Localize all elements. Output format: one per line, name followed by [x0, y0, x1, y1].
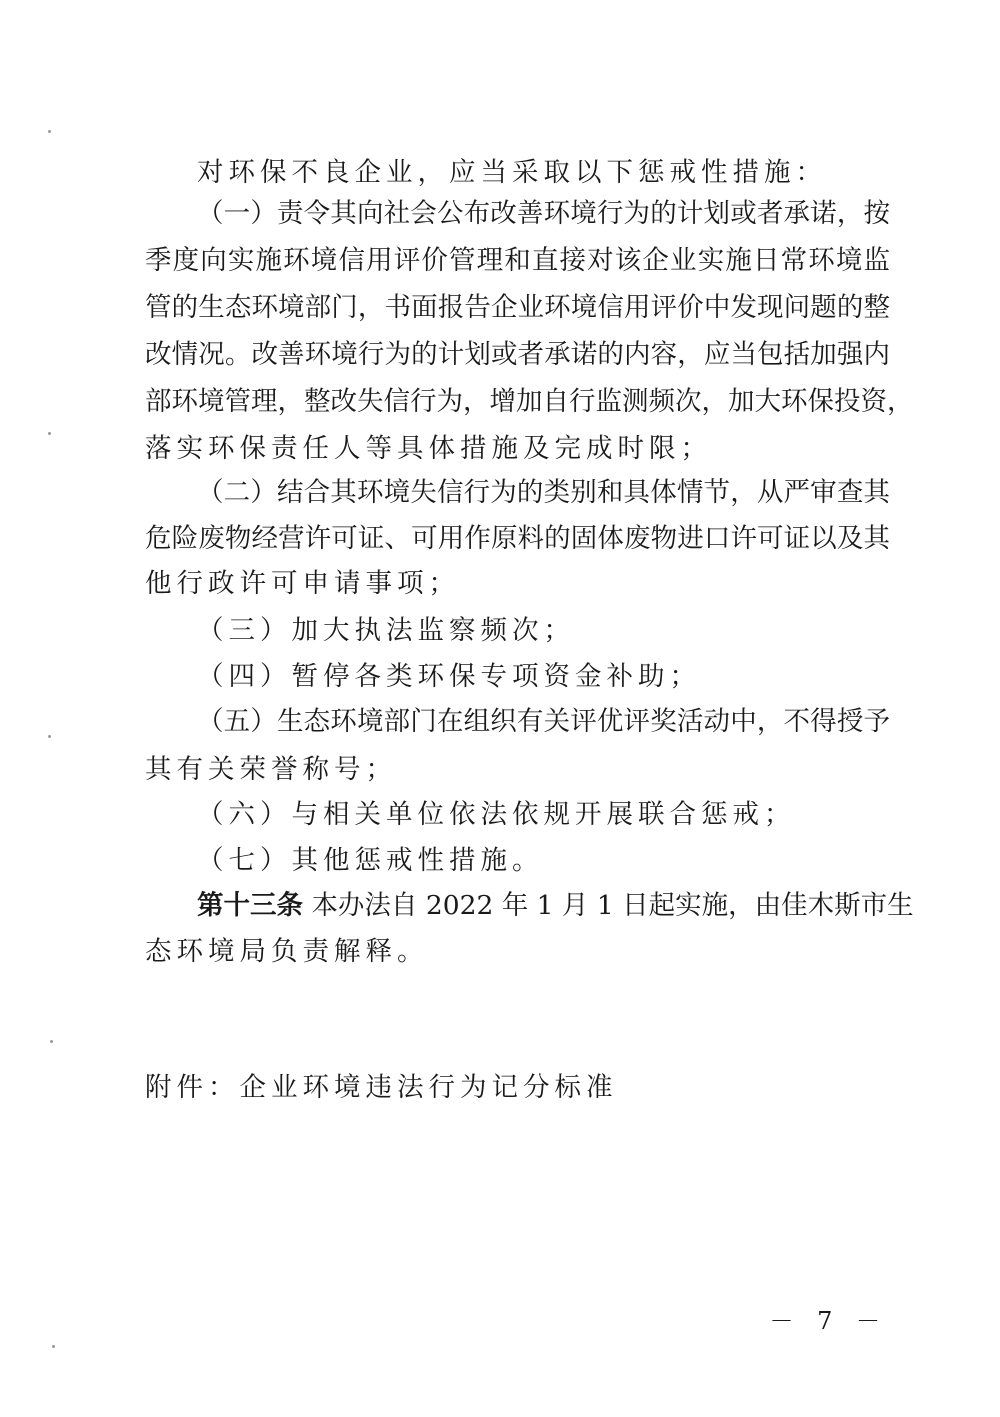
scan-speck	[48, 432, 51, 435]
scan-speck	[50, 1040, 53, 1043]
attachment-note: 附件：企业环境违法行为记分标准	[145, 1072, 618, 1103]
article-13-text: 本办法自 2022 年 1 月 1 日起实施，由佳木斯市生	[311, 890, 914, 921]
item-2-line-3: 他行政许可申请事项；	[145, 568, 460, 599]
item-3: （三）加大执法监察频次；	[197, 615, 575, 646]
article-13-line-2: 态环境局负责解释。	[145, 936, 429, 967]
item-2-line-1: （二）结合其环境失信行为的类别和具体情节，从严审查其	[197, 477, 890, 508]
item-2-line-2: 危险废物经营许可证、可用作原料的固体废物进口许可证以及其	[145, 523, 890, 554]
item-6: （六）与相关单位依法依规开展联合惩戒；	[197, 799, 796, 830]
article-13-line-1	[197, 886, 914, 926]
scan-speck	[48, 130, 51, 133]
paragraph-intro: 对环保不良企业，应当采取以下惩戒性措施：	[197, 157, 827, 188]
item-1-line-1: （一）责令其向社会公布改善环境行为的计划或者承诺，按	[197, 198, 890, 229]
item-4: （四）暂停各类环保专项资金补助；	[197, 661, 701, 692]
item-1-line-5: 部环境管理，整改失信行为，增加自行监测频次，加大环保投资，	[145, 386, 914, 417]
item-1-line-6: 落实环保责任人等具体措施及完成时限；	[145, 433, 712, 464]
item-1-line-3: 管的生态环境部门，书面报告企业环境信用评价中发现问题的整	[145, 292, 890, 323]
page-number: － 7 －	[769, 1307, 888, 1335]
article-13-heading: 第十三条	[197, 890, 303, 921]
item-1-line-2: 季度向实施环境信用评价管理和直接对该企业实施日常环境监	[145, 245, 890, 276]
item-5-line-1: （五）生态环境部门在组织有关评优评奖活动中，不得授予	[197, 706, 890, 737]
scan-speck	[48, 735, 51, 738]
item-7: （七）其他惩戒性措施。	[197, 845, 544, 876]
item-5-line-2: 其有关荣誉称号；	[145, 754, 397, 785]
scan-speck	[52, 1345, 55, 1348]
item-1-line-4: 改情况。改善环境行为的计划或者承诺的内容，应当包括加强内	[145, 339, 890, 370]
